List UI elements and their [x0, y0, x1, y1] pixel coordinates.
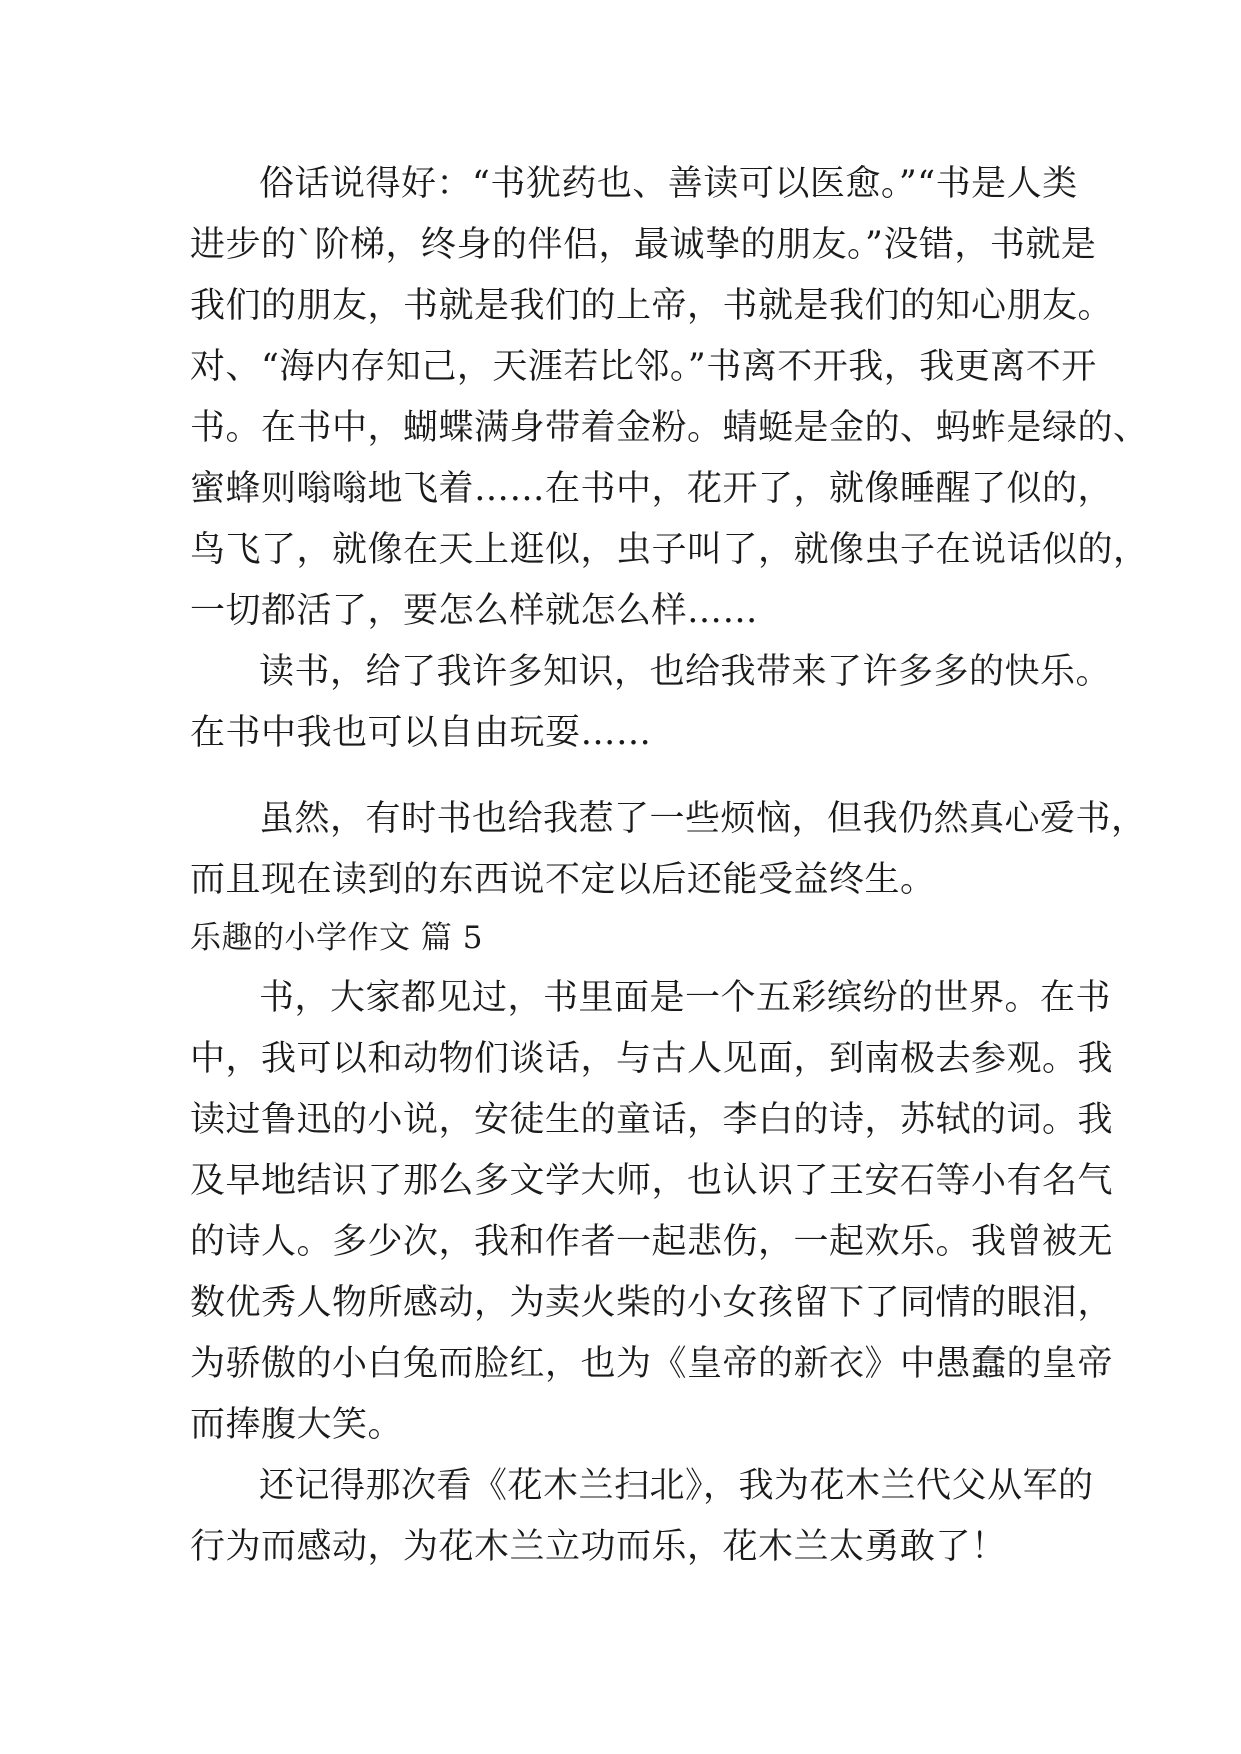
text-line: 在书中我也可以自由玩耍…… [190, 713, 652, 753]
text-line: 读过鲁迅的小说，安徒生的童话，李白的诗，苏轼的词。我 [190, 1100, 1114, 1140]
text-line: 书。在书中，蝴蝶满身带着金粉。蜻蜓是金的、蚂蚱是绿的、 [190, 408, 1149, 448]
text-line: 还记得那次看《花木兰扫北》，我为花木兰代父从军的 [259, 1466, 1094, 1506]
text-line: 读书，给了我许多知识，也给我带来了许多多的快乐。 [259, 652, 1112, 692]
text-line: 数优秀人物所感动，为卖火柴的小女孩留下了同情的眼泪， [190, 1283, 1114, 1323]
text-line: 进步的`阶梯，终身的伴侣，最诚挚的朋友。”没错，书就是 [190, 225, 1097, 265]
essay-part2-body [0, 968, 1241, 1578]
text-line: 中，我可以和动物们谈话，与古人见面，到南极去参观。我 [190, 1039, 1114, 1079]
text-line: 而且现在读到的东西说不定以后还能受益终生。 [190, 860, 936, 900]
text-line: 我们的朋友，书就是我们的上帝，书就是我们的知心朋友。 [190, 286, 1114, 326]
text-line: 为骄傲的小白兔而脸红，也为《皇帝的新衣》中愚蠢的皇帝 [190, 1344, 1114, 1384]
text-line: 的诗人。多少次，我和作者一起悲伤，一起欢乐。我曾被无 [190, 1222, 1114, 1262]
text-line: 行为而感动，为花木兰立功而乐，花木兰太勇敢了！ [190, 1527, 1007, 1567]
essay-part1-paragraph-1 [0, 154, 1241, 764]
text-line: 俗话说得好：“书犹药也、善读可以医愈。”“书是人类 [259, 164, 1078, 204]
text-line: 一切都活了，要怎么样就怎么样…… [190, 591, 759, 631]
text-line: 书，大家都见过，书里面是一个五彩缤纷的世界。在书 [259, 978, 1112, 1018]
text-line: 鸟飞了，就像在天上逛似，虫子叫了，就像虫子在说话似的， [190, 530, 1149, 570]
section-heading: 乐趣的小学作文 篇 5 [190, 920, 483, 956]
text-line: 及早地结识了那么多文学大师，也认识了王安石等小有名气 [190, 1161, 1114, 1201]
essay-part1-paragraph-3 [0, 789, 1241, 911]
text-line: 对、“海内存知己，天涯若比邻。”书离不开我，我更离不开 [190, 347, 1097, 387]
text-line: 而捧腹大笑。 [190, 1405, 404, 1445]
text-line: 蜜蜂则嗡嗡地飞着……在书中，花开了，就像睡醒了似的， [190, 469, 1114, 509]
text-line: 虽然，有时书也给我惹了一些烦恼，但我仍然真心爱书， [259, 799, 1147, 839]
